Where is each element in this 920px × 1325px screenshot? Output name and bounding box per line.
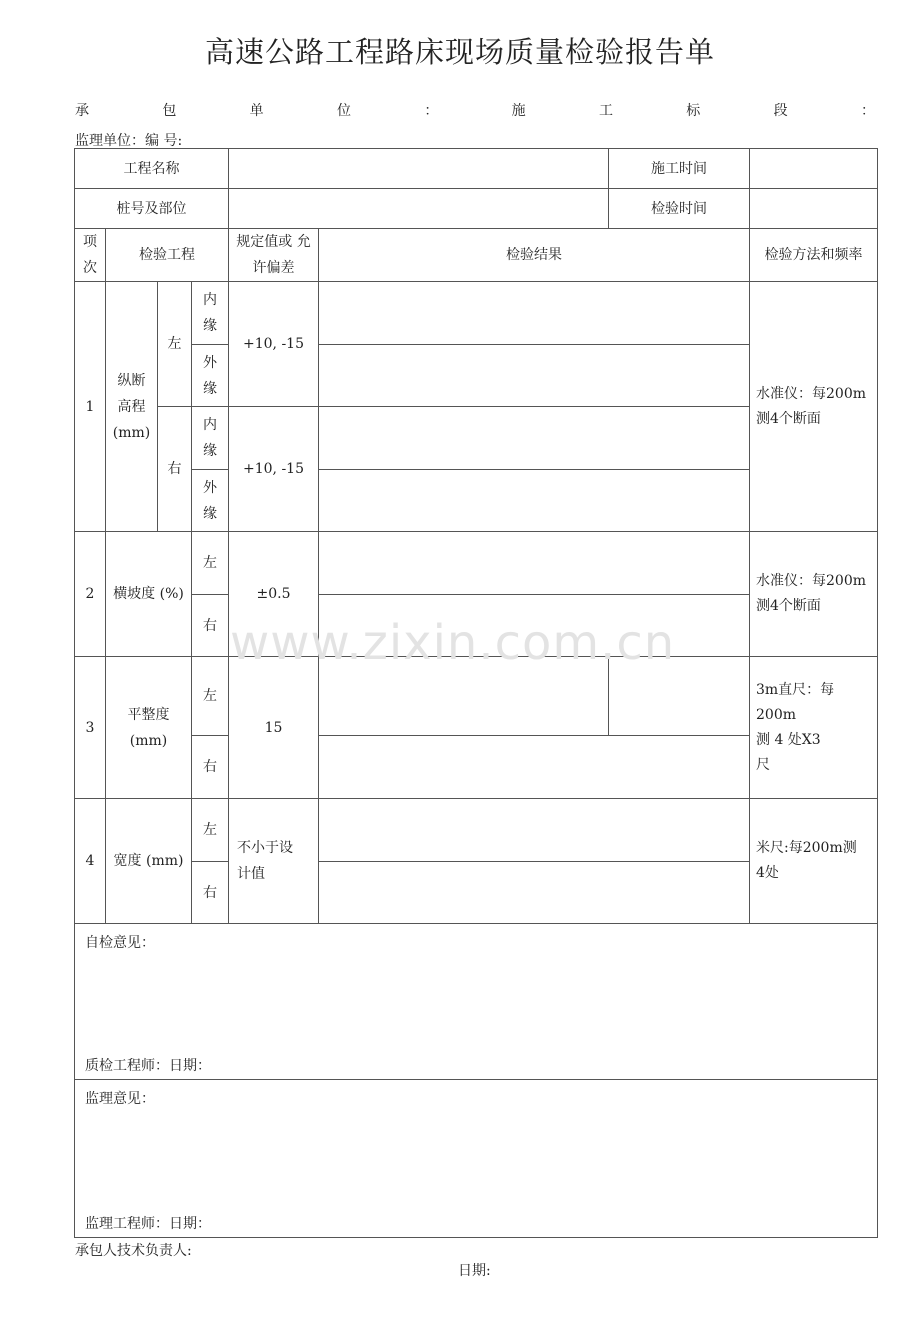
row4-tolerance: 不小于设 计值: [229, 799, 319, 924]
result-cell[interactable]: [319, 345, 750, 407]
supervision-label: 监理意见：: [85, 1091, 155, 1107]
row2-tolerance: ±0.5: [229, 532, 319, 657]
result-cell[interactable]: [319, 282, 750, 345]
self-check-section[interactable]: [75, 924, 878, 1080]
row1-left-inner: 内 缘: [192, 282, 229, 345]
station-value[interactable]: [229, 189, 609, 229]
row1-right-inner: 内 缘: [192, 407, 229, 470]
result-cell[interactable]: [319, 862, 750, 924]
report-title: 高速公路工程路床现场质量检验报告单: [204, 35, 715, 69]
col-item-no: 项 次: [75, 229, 106, 282]
row4-method: 米尺:每200m测 4处: [750, 799, 878, 924]
row3-no: 3: [75, 657, 106, 799]
project-name-label: 工程名称: [75, 149, 229, 189]
header-char: 承: [75, 103, 89, 119]
col-check-item: 检验工程: [106, 229, 229, 282]
row1-method: 水准仪：每200m 测4个断面: [750, 282, 878, 532]
col-result: 检验结果: [319, 229, 750, 282]
row3-side-left: 左: [192, 657, 229, 736]
col-tolerance: 规定值或 允 许偏差: [229, 229, 319, 282]
result-cell[interactable]: [319, 470, 750, 532]
header-char: 工: [598, 103, 613, 119]
header-char: 单: [249, 103, 264, 119]
row4-name: 宽度 (mm): [106, 799, 192, 924]
result-cell[interactable]: [319, 736, 750, 799]
construction-time-label: 施工时间: [609, 149, 750, 189]
row2-method: 水准仪：每200m 测4个断面: [750, 532, 878, 657]
contractor-section-line: [75, 100, 875, 120]
result-cell[interactable]: [319, 532, 750, 595]
row1-name: 纵断 高程 (mm): [106, 282, 158, 532]
header-char: 标: [686, 103, 701, 119]
header-char: 段: [773, 103, 788, 119]
header-char: 位: [336, 103, 351, 119]
supervision-section[interactable]: [75, 1080, 878, 1238]
construction-time-value[interactable]: [750, 149, 878, 189]
footer-date: 日期:: [458, 1263, 491, 1279]
row1-left-outer: 外 缘: [192, 345, 229, 407]
supervisor-number-line: 监理单位：编 号:: [75, 133, 183, 149]
inspection-table: [74, 148, 878, 1238]
project-name-value[interactable]: [229, 149, 609, 189]
header-char: 包: [162, 103, 177, 119]
header-char: ：: [424, 103, 439, 119]
row2-no: 2: [75, 532, 106, 657]
header-char: 施: [511, 103, 526, 119]
station-label: 桩号及部位: [75, 189, 229, 229]
row3-method: 3m直尺：每 200m 测 4 处X3 尺: [750, 657, 878, 799]
row4-side-left: 左: [192, 799, 229, 862]
row2-name: 横坡度 (%): [106, 532, 192, 657]
self-check-label: 自检意见：: [85, 935, 155, 951]
row4-side-right: 右: [192, 862, 229, 924]
col-method: 检验方法和频率: [750, 229, 878, 282]
header-char: ：: [860, 103, 875, 119]
row3-tolerance: 15: [229, 657, 319, 799]
self-check-sign: 质检工程师：日期：: [85, 1058, 211, 1074]
row1-no: 1: [75, 282, 106, 532]
tech-lead-line: 承包人技术负责人:: [75, 1243, 192, 1259]
row4-no: 4: [75, 799, 106, 924]
row3-name: 平整度 (mm): [106, 657, 192, 799]
row3-side-right: 右: [192, 736, 229, 799]
row1-right-outer: 外 缘: [192, 470, 229, 532]
watermark: www.zixin.com.cn: [230, 615, 676, 671]
row2-side-left: 左: [192, 532, 229, 595]
inspection-time-value[interactable]: [750, 189, 878, 229]
result-cell[interactable]: [319, 799, 750, 862]
row1-side-left: 左: [158, 282, 192, 407]
inspection-time-label: 检验时间: [609, 189, 750, 229]
row1-left-tolerance: +10, -15: [229, 282, 319, 407]
row1-side-right: 右: [158, 407, 192, 532]
row1-right-tolerance: +10, -15: [229, 407, 319, 532]
row2-side-right: 右: [192, 595, 229, 657]
supervision-sign: 监理工程师：日期：: [85, 1216, 211, 1232]
result-cell[interactable]: [319, 407, 750, 470]
